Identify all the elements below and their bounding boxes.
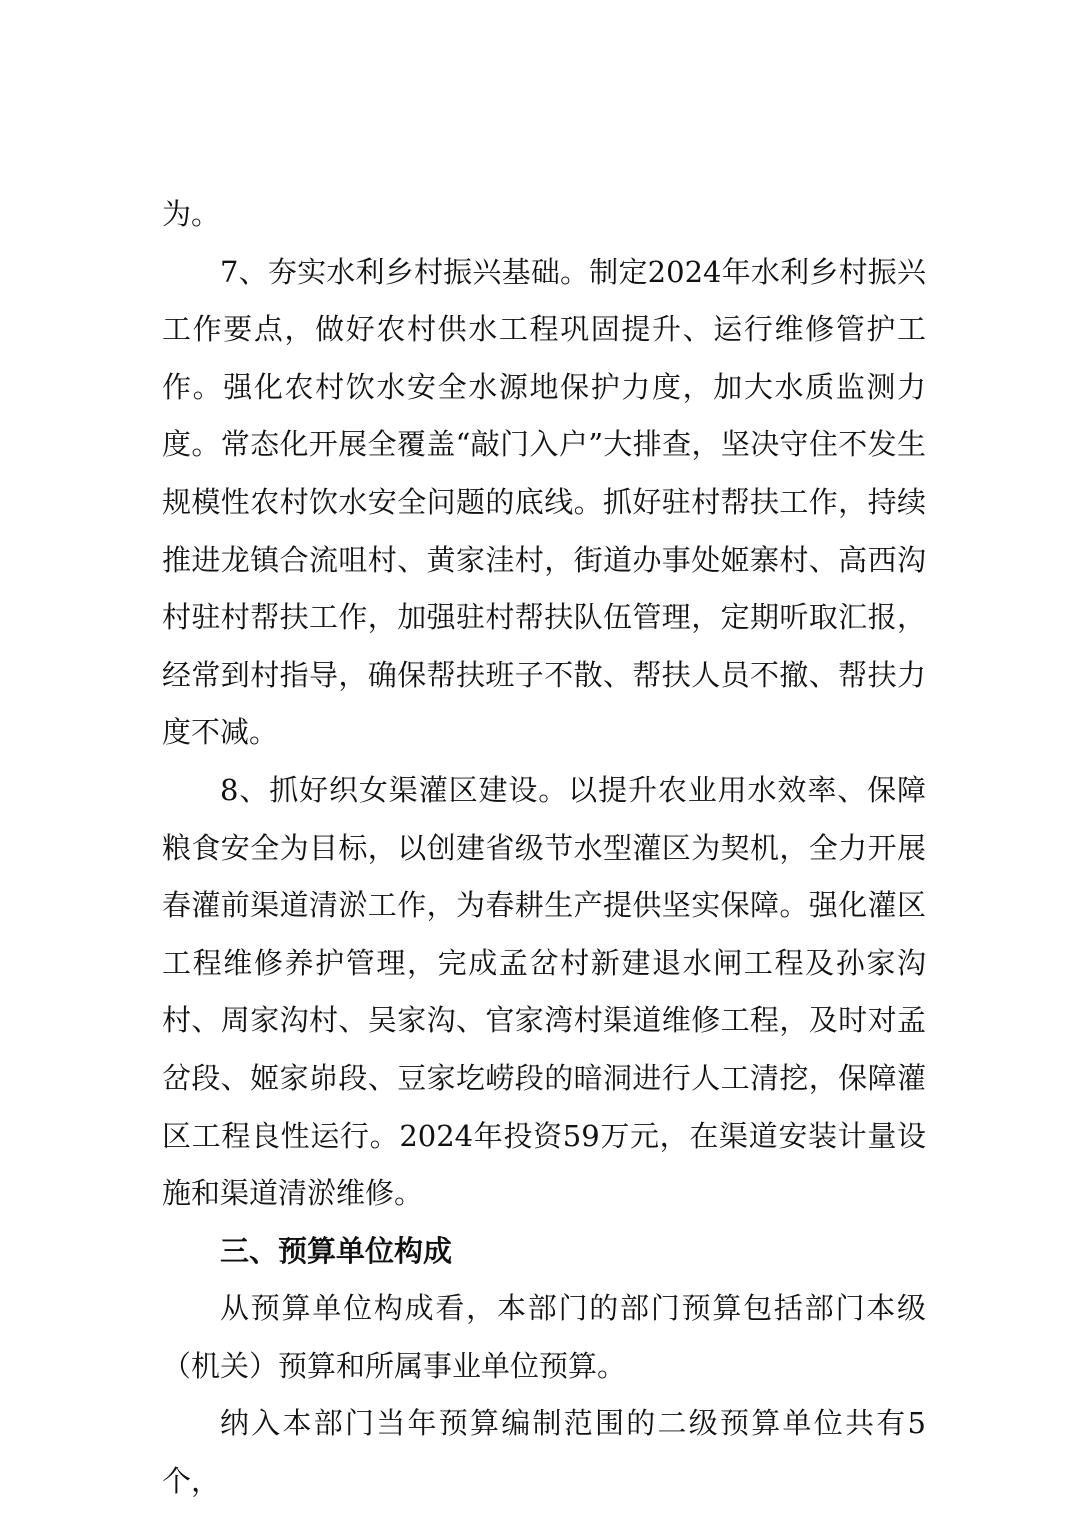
paragraph-continuation: 为。: [162, 197, 221, 231]
section-heading-budget-units: 三、预算单位构成: [220, 1233, 453, 1268]
paragraph-item-7-water-rural-revitalization: 7、夯实水利乡村振兴基础。制定2024年水利乡村振兴工作要点，做好农村供水工程巩固提升、运行维修管护工作。强化农村饮水安全水源地保护力度，加大水质监测力度。常态化开展全覆盖“敲门入户”大排查，坚决守住不发生规模性农村饮水安全问题的底线。抓好驻村帮扶工作，持续推进龙镇合流咀村、黄家洼村，街道办事处姬寨村、高西沟村驻村帮扶工作，加强驻村帮扶队伍管理，定期听取汇报，经常到村指导，确保帮扶班子不散、帮扶人员不撤、帮扶力度不减。: [162, 254, 926, 750]
document-body: [162, 186, 926, 1511]
paragraph-item-8-zhinu-canal-irrigation: 8、抓好织女渠灌区建设。以提升农业用水效率、保障粮食安全为目标，以创建省级节水型灌区为契机，全力开展春灌前渠道清淤工作，为春耕生产提供坚实保障。强化灌区工程维修养护管理，完成孟岔村新建退水闸工程及孙家沟村、周家沟村、吴家沟、官家湾村渠道维修工程，及时对孟岔段、姬家峁段、豆家圪崂段的暗洞进行人工清挖，保障灌区工程良性运行。2024年投资59万元，在渠道安装计量设施和渠道清淤维修。: [162, 772, 926, 1211]
paragraph-secondary-budget-units: 纳入本部门当年预算编制范围的二级预算单位共有5个，: [162, 1406, 926, 1499]
paragraph-budget-composition: 从预算单位构成看，本部门的部门预算包括部门本级（机关）预算和所属事业单位预算。: [162, 1291, 926, 1383]
